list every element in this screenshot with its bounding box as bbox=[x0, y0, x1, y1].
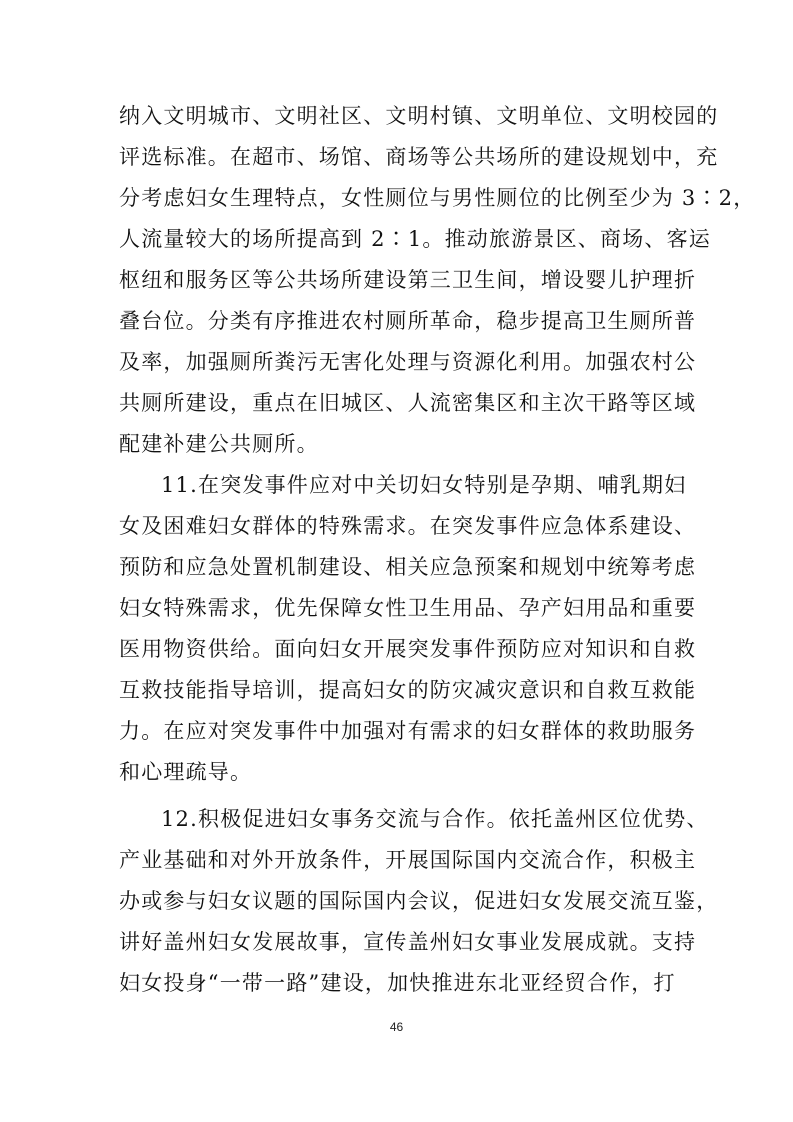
text-line: 共厕所建设，重点在旧城区、人流密集区和主次干路等区域 bbox=[119, 391, 697, 415]
paragraph-item-11 bbox=[119, 465, 697, 793]
text-line: 互救技能指导培训，提高妇女的防灾减灾意识和自救互救能 bbox=[119, 678, 697, 702]
text-line: 11.在突发事件应对中关切妇女特别是孕期、哺乳期妇 bbox=[161, 473, 687, 497]
document-body bbox=[119, 96, 756, 1004]
page-number: 46 bbox=[389, 1020, 404, 1034]
text-line: 配建补建公共厕所。 bbox=[119, 432, 319, 456]
text-line: 产业基础和对外开放条件，开展国际国内交流合作，积极主 bbox=[119, 848, 697, 872]
paragraph-item-12 bbox=[119, 799, 719, 1004]
text-line: 和心理疏导。 bbox=[119, 760, 253, 784]
text-line: 预防和应急处置机制建设、相关应急预案和规划中统筹考虑 bbox=[119, 555, 697, 579]
text-line: 12.积极促进妇女事务交流与合作。依托盖州区位优势、 bbox=[161, 807, 709, 831]
text-line: 力。在应对突发事件中加强对有需求的妇女群体的救助服务 bbox=[119, 719, 697, 743]
text-line: 及率，加强厕所粪污无害化处理与资源化利用。加强农村公 bbox=[119, 350, 697, 374]
text-line: 办或参与妇女议题的国际国内会议，促进妇女发展交流互鉴， bbox=[119, 889, 719, 913]
text-line: 纳入文明城市、文明社区、文明村镇、文明单位、文明校园的 bbox=[119, 104, 719, 128]
text-line: 讲好盖州妇女发展故事，宣传盖州妇女事业发展成就。支持 bbox=[119, 930, 697, 954]
text-line: 枢纽和服务区等公共场所建设第三卫生间，增设婴儿护理折 bbox=[119, 268, 697, 292]
text-line: 评选标准。在超市、场馆、商场等公共场所的建设规划中，充 bbox=[119, 145, 719, 169]
text-line: 人流量较大的场所提高到 2∶1。推动旅游景区、商场、客运 bbox=[119, 227, 711, 251]
text-line: 分考虑妇女生理特点，女性厕位与男性厕位的比例至少为 3∶2， bbox=[119, 186, 756, 210]
text-line: 妇女投身“一带一路”建设，加快推进东北亚经贸合作，打 bbox=[119, 971, 676, 995]
text-line: 女及困难妇女群体的特殊需求。在突发事件应急体系建设、 bbox=[119, 514, 697, 538]
text-line: 叠台位。分类有序推进农村厕所革命，稳步提高卫生厕所普 bbox=[119, 309, 697, 333]
paragraph bbox=[119, 96, 756, 465]
text-line: 妇女特殊需求，优先保障女性卫生用品、孕产妇用品和重要 bbox=[119, 596, 697, 620]
text-line: 医用物资供给。面向妇女开展突发事件预防应对知识和自救 bbox=[119, 637, 697, 661]
